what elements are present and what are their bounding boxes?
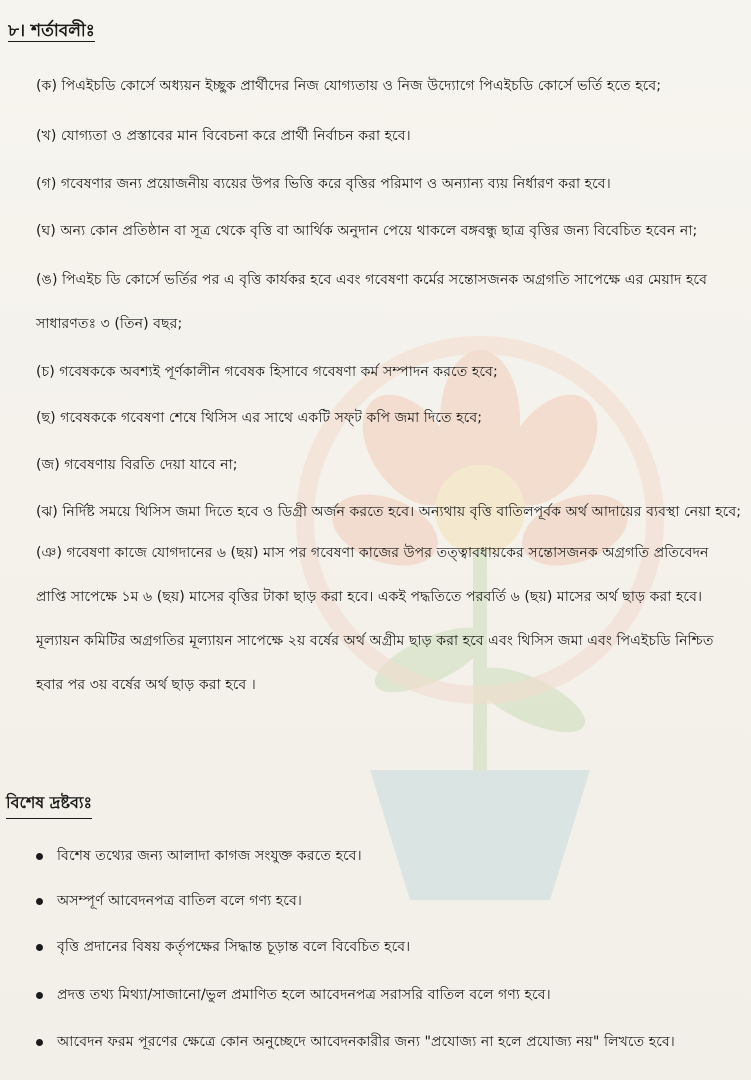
- condition-kha: (খ) যোগ্যতা ও প্রস্তাবের মান বিবেচনা করে প্রার্থী নির্বাচন করা হবে।: [36, 128, 411, 144]
- bullet-icon: [36, 944, 43, 951]
- bullet-icon: [36, 1039, 43, 1046]
- condition-jha: (ঝ) নির্দিষ্ট সময়ে থিসিস জমা দিতে হবে ও ডিগ্রী অর্জন করতে হবে। অন্যথায় বৃত্তি বাতিলপূর্বক অর্থ আদায়ের ব্যবস্থা নেয়া হবে;: [36, 504, 742, 520]
- conditions-heading: ৮। শর্তাবলীঃ: [8, 21, 95, 41]
- special-note-item: অসম্পূর্ণ আবেদনপত্র বাতিল বলে গণ্য হবে।: [36, 891, 726, 911]
- condition-chha: (ছ) গবেষককে গবেষণা শেষে থিসিস এর সাথে একটি সফ্‌ট কপি জমা দিতে হবে;: [36, 410, 483, 426]
- condition-ja: (জ) গবেষণায় বিরতি দেয়া যাবে না;: [36, 457, 238, 473]
- special-notes-title: বিশেষ দ্রষ্টব্যঃ: [6, 790, 92, 819]
- condition-cha: (চ) গবেষককে অবশ্যই পূর্ণকালীন গবেষক হিসাবে গবেষণা কর্ম সম্পাদন করতে হবে;: [36, 364, 498, 380]
- special-note-item: বৃত্তি প্রদানের বিষয় কর্তৃপক্ষের সিদ্ধান্ত চূড়ান্ত বলে বিবেচিত হবে।: [36, 937, 726, 957]
- condition-gha: (ঘ) অন্য কোন প্রতিষ্ঠান বা সূত্র থেকে বৃত্তি বা আর্থিক অনুদান পেয়ে থাকলে বঙ্গবন্ধু ছাত্র বৃত্তির জন্য বিবেচিত হবেন না;: [36, 223, 698, 239]
- condition-ka: (ক) পিএইচডি কোর্সে অধ্যয়ন ইচ্ছুক প্রার্থীদের নিজ যোগ্যতায় ও নিজ উদ্যোগে পিএইচডি কোর্সে ভর্তি হতে হবে;: [36, 78, 662, 94]
- special-note-item: বিশেষ তথ্যের জন্য আলাদা কাগজ সংযুক্ত করতে হবে।: [36, 846, 726, 866]
- condition-umo: (ঙ) পিএইচ ডি কোর্সে ভর্তির পর এ বৃত্তি কার্যকর হবে এবং গবেষণা কর্মের সন্তোসজনক অগ্রগতি সাপেক্ষে এর মেয়াদ হবে সাধারণতঃ ৩ (তিন) বছর;: [36, 272, 708, 332]
- condition-ga: (গ) গবেষণার জন্য প্রয়োজনীয় ব্যয়ের উপর ভিত্তি করে বৃত্তির পরিমাণ ও অন্যান্য ব্যয় নির্ধারণ করা হবে।: [36, 176, 611, 192]
- bullet-icon: [36, 898, 43, 905]
- condition-nya: (ঞ) গবেষণা কাজে যোগদানের ৬ (ছয়) মাস পর গবেষণা কাজের উপর তত্ত্বাবধায়কের সন্তোসজনক অগ্রগতি প্রতিবেদন প্রাপ্তি সাপেক্ষে ১ম ৬ (ছয়) মাসের বৃত্তির টাকা ছাড় করা হবে। একই পদ্ধতিতে পরবর্তি ৬ (ছয়) মাসের অর্থ ছাড় করা হবে। মূল্যায়ন কমিটির অগ্রগতির মূল্যায়ন সাপেক্ষে ২য় বর্ষের অর্থ অগ্রীম ছাড় করা হবে এবং থিসিস জমা এবং পিএইচডি নিশ্চিত হবার পর ৩য় বর্ষের অর্থ ছাড় করা হবে ।: [36, 545, 714, 693]
- bullet-icon: [36, 853, 43, 860]
- special-note-item: আবেদন ফরম পূরণের ক্ষেত্রে কোন অনুচ্ছেদে আবেদনকারীর জন্য "প্রযোজ্য না হলে প্রযোজ্য নয়" লিখতে হবে।: [36, 1032, 726, 1052]
- special-note-item: প্রদত্ত তথ্য মিথ্যা/সাজানো/ভুল প্রমাণিত হলে আবেদনপত্র সরাসরি বাতিল বলে গণ্য হবে।: [36, 985, 726, 1005]
- bullet-icon: [36, 992, 43, 999]
